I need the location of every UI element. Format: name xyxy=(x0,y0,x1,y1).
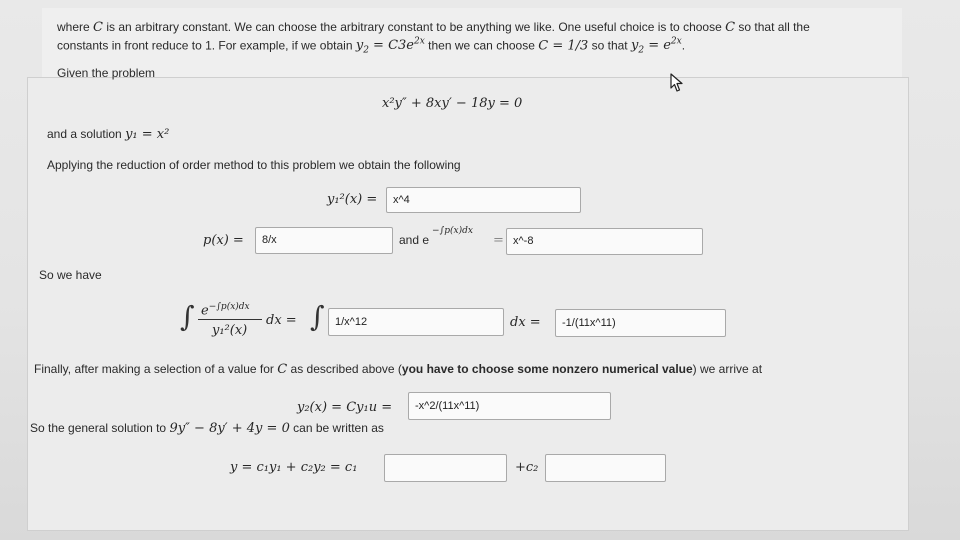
intro-text: where xyxy=(57,20,94,34)
general-line xyxy=(30,421,384,436)
general-y-label: y = c₁y₁ + c₂y₂ = c₁ xyxy=(230,460,358,475)
integrand-input[interactable]: 1/x^12 xyxy=(328,308,504,336)
and-e-label: and e xyxy=(399,233,430,247)
intro-line-1 xyxy=(57,20,810,35)
intro-var-c: C xyxy=(93,20,103,35)
c1-input[interactable] xyxy=(384,454,507,482)
finally-bold-text: you have to choose some nonzero numerical value xyxy=(401,362,693,376)
intro-text: so that all the xyxy=(735,20,810,34)
fraction-numerator xyxy=(201,302,250,318)
y1-squared-input[interactable]: x^4 xyxy=(386,187,581,213)
numerator-e: e xyxy=(201,303,209,319)
finally-text: as described above ( xyxy=(287,362,402,376)
intro-var-c: C xyxy=(725,20,736,35)
intro-var-y2: y xyxy=(630,38,639,54)
y1-squared-label: y₁²(x) = xyxy=(327,192,378,207)
general-equation: 9y″ − 8y′ + 4y = 0 xyxy=(169,421,290,436)
intro-text: so that xyxy=(588,38,631,53)
equals-sign: = xyxy=(493,233,504,248)
solution-equation: y₁ = x² xyxy=(125,127,170,142)
general-text: can be written as xyxy=(289,421,384,435)
y2-input[interactable]: -x^2/(11x^11) xyxy=(408,392,611,420)
exp-p-label: −∫p(x)dx xyxy=(432,226,473,236)
so-we-have-label: So we have xyxy=(39,268,102,282)
problem-equation: x²y″ + 8xy′ − 18y = 0 xyxy=(382,96,523,111)
integral-sign-2: ∫ xyxy=(310,300,325,333)
intro-eq: = e xyxy=(644,38,671,54)
finally-line xyxy=(34,362,762,377)
p-label: p(x) = xyxy=(203,233,244,248)
finally-text: ) we arrive at xyxy=(692,362,763,376)
dx-equals-2: dx = xyxy=(510,315,541,330)
y2-label: y₂(x) = Cy₁u = xyxy=(297,400,393,415)
intro-text: then we can choose xyxy=(424,38,539,53)
mouse-pointer-icon xyxy=(670,73,684,93)
solution-label: and a solution xyxy=(47,127,126,141)
plus-c2-label: +c₂ xyxy=(515,460,539,475)
intro-exp: 2x xyxy=(414,37,425,47)
intro-text: constants in front reduce to 1. For example, if we obtain xyxy=(57,38,356,53)
integral-sign: ∫ xyxy=(180,300,195,333)
finally-var-c: C xyxy=(277,362,288,377)
intro-text: . xyxy=(681,38,686,53)
method-label: Applying the reduction of order method to this problem we obtain the following xyxy=(47,158,461,172)
numerator-exp: −∫p(x)dx xyxy=(208,302,250,312)
general-text: So the general solution to xyxy=(30,421,170,435)
exp-p-input[interactable]: x^-8 xyxy=(506,228,703,255)
finally-text: Finally, after making a selection of a value for xyxy=(34,362,278,376)
fraction-denominator: y₁²(x) xyxy=(212,323,248,338)
integral-result-input[interactable]: -1/(11x^11) xyxy=(555,309,726,337)
fraction-bar xyxy=(198,319,262,320)
intro-line-2: constants in front reduce to 1. For example, if we obtain $y_2 = C3e^{2x}$ then we can choose C = 1/3 so that $y_2 = e^{2x}$. xyxy=(57,37,686,56)
p-input[interactable]: 8/x xyxy=(255,227,393,254)
solution-line xyxy=(47,127,169,142)
dx-equals-1: dx = xyxy=(266,313,297,328)
intro-eq: = C3e xyxy=(368,38,414,54)
given-label: Given the problem xyxy=(57,66,156,80)
intro-exp: 2x xyxy=(670,37,682,47)
intro-choice: C = 1/3 xyxy=(538,38,589,54)
intro-text: is an arbitrary constant. We can choose the arbitrary constant to be anything we like. One useful choice is to choose xyxy=(102,20,726,34)
c2-input[interactable] xyxy=(545,454,666,482)
intro-var-y2: y xyxy=(355,38,364,54)
